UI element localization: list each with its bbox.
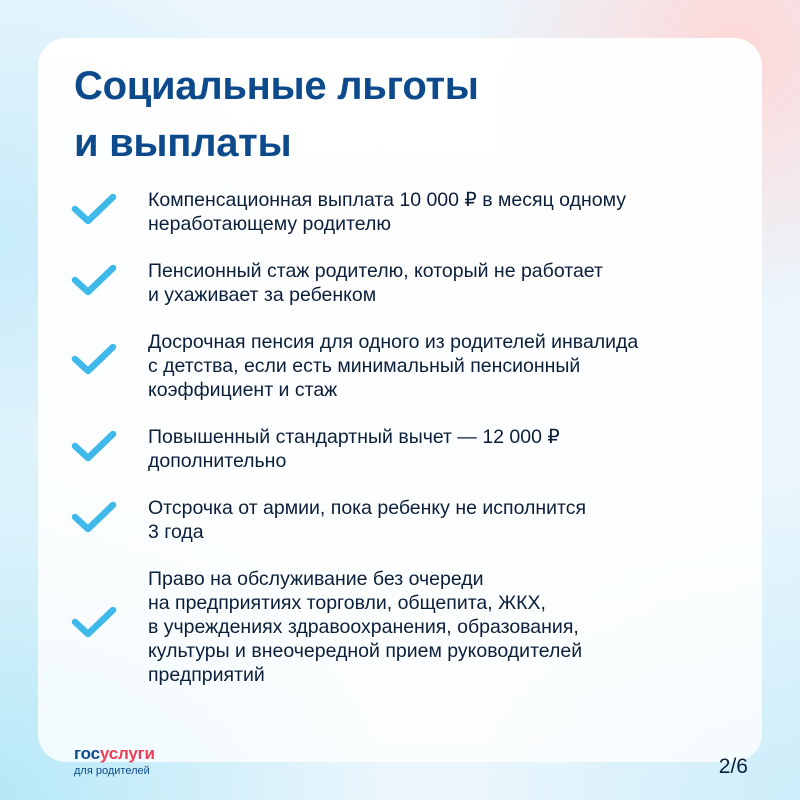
benefit-text-line: Компенсационная выплата 10 000 ₽ в месяц одному (148, 189, 626, 211)
benefit-text-line: 3 года (148, 521, 204, 543)
logo-wordmark (74, 745, 155, 763)
benefit-text-line: дополнительно (148, 450, 287, 472)
benefit-text-line: Досрочная пенсия для одного из родителей инвалида (148, 331, 639, 353)
benefit-text-line: предприятий (148, 664, 265, 686)
benefit-text-line: и ухаживает за ребенком (148, 284, 377, 306)
page-title-line: и выплаты (74, 121, 292, 165)
benefit-text-line: с детства, если есть минимальный пенсионный (148, 355, 581, 377)
benefit-item (70, 567, 730, 687)
check-icon (70, 429, 118, 465)
benefit-text-line: неработающему родителю (148, 213, 391, 235)
benefit-item (70, 330, 730, 402)
benefit-text-line: Повышенный стандартный вычет — 12 000 ₽ (148, 426, 560, 448)
benefit-text-line: Пенсионный стаж родителю, который не работает (148, 260, 603, 282)
check-icon (70, 500, 118, 536)
benefit-item (70, 188, 730, 236)
benefit-text-line: Право на обслуживание без очереди (148, 568, 484, 590)
logo-part-uslugi: услуги (99, 744, 155, 763)
benefit-item (70, 496, 730, 544)
benefit-text-line: коэффициент и стаж (148, 379, 338, 401)
check-icon (70, 192, 118, 228)
benefit-text-line: на предприятиях торговли, общепита, ЖКХ, (148, 592, 546, 614)
benefit-text-line: Отсрочка от армии, пока ребенку не исполнится (148, 497, 587, 519)
check-icon (70, 342, 118, 378)
page-title (74, 58, 479, 172)
logo-subtitle: для родителей (74, 765, 150, 777)
benefit-text-line: культуры и внеочередной прием руководителей (148, 640, 583, 662)
check-icon (70, 263, 118, 299)
benefit-item (70, 425, 730, 473)
page-title-line: Социальные льготы (74, 64, 479, 108)
benefits-list (70, 188, 730, 710)
check-icon (70, 605, 118, 641)
logo-part-gos: гос (74, 744, 100, 763)
benefit-text-line: в учреждениях здравоохранения, образования, (148, 616, 579, 638)
benefit-item (70, 259, 730, 307)
page-indicator: 2/6 (718, 755, 748, 778)
gosuslugi-logo (74, 745, 155, 778)
